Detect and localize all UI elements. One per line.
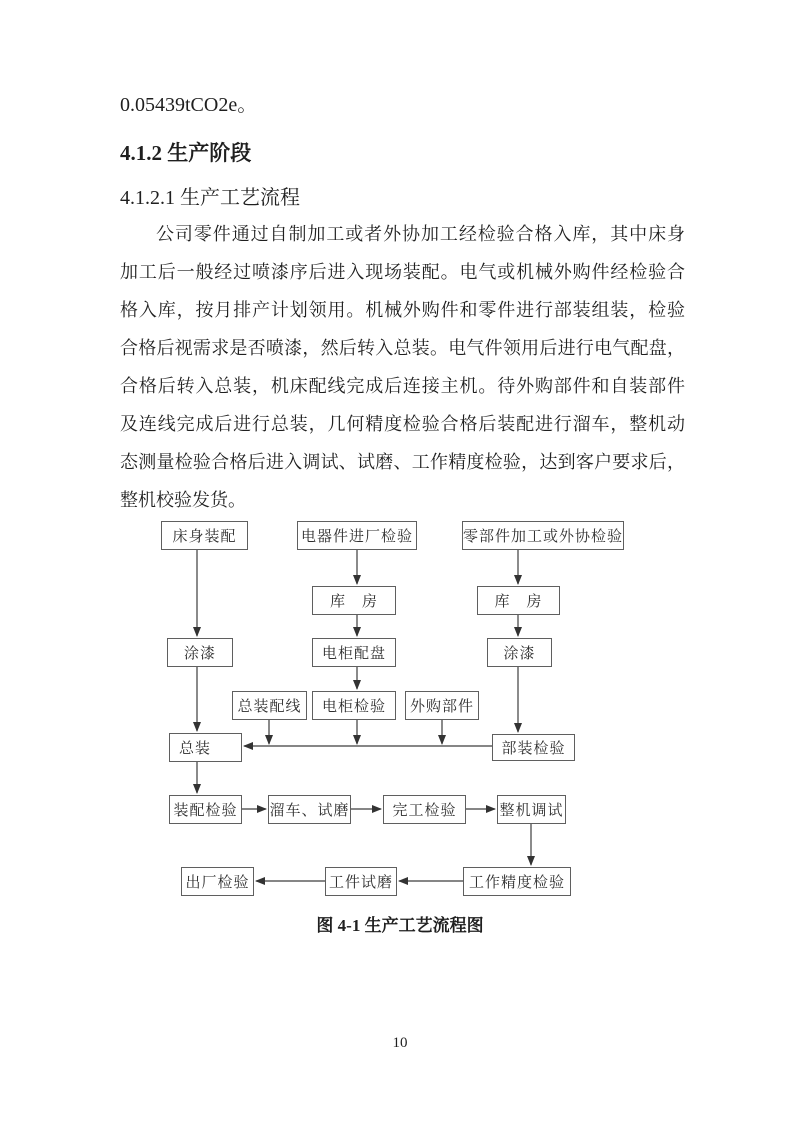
paragraph-line: 合格后转入总装，机床配线完成后连接主机。待外购部件和自装部件 [120,376,685,396]
node-painting-left: 涂漆 [167,638,233,667]
node-electrical-incoming: 电器件进厂检验 [297,521,417,550]
paragraph-line: 整机校验发货。 [120,490,246,510]
body-paragraph [120,215,685,519]
page-number: 10 [392,1035,408,1051]
node-precision-inspection: 工作精度检验 [463,867,571,896]
paragraph-line: 及连线完成后进行总装，几何精度检验合格后装配进行溜车，整机动 [120,414,685,434]
paragraph-line: 态测量检验合格后进入调试、试磨、工作精度检验，达到客户要求后， [120,452,685,472]
node-bed-assembly: 床身装配 [161,521,248,550]
node-factory-inspection: 出厂检验 [181,867,254,896]
flowchart-arrows [0,510,800,910]
node-runin-trial: 溜车、试磨 [268,795,351,824]
figure-caption: 图 4-1 生产工艺流程图 [316,916,484,935]
section-heading: 4.1.2 生产阶段 [120,141,252,165]
node-assembly-wiring: 总装配线 [232,691,307,720]
node-assembly-inspection: 装配检验 [169,795,242,824]
node-warehouse-mid: 库 房 [312,586,396,615]
paragraph-line: 公司零件通过自制加工或者外协加工经检验合格入库，其中床身 [156,224,685,244]
node-warehouse-right: 库 房 [477,586,560,615]
paragraph-line: 加工后一般经过喷漆序后进入现场装配。电气或机械外购件经检验合 [120,262,685,282]
paragraph-line: 格入库，按月排产计划领用。机械外购件和零件进行部装组装，检验 [120,300,685,320]
node-machine-debug: 整机调试 [497,795,566,824]
node-cabinet-wiring: 电柜配盘 [312,638,396,667]
process-flowchart [0,510,800,910]
node-final-assembly: 总装 [169,733,242,762]
node-parts-external: 零部件加工或外协检验 [462,521,624,550]
node-subassembly-inspection: 部装检验 [492,734,575,761]
node-workpiece-trial: 工件试磨 [325,867,397,896]
paragraph-line: 合格后视需求是否喷漆，然后转入总装。电气件领用后进行电气配盘， [120,338,685,358]
node-completion-inspection: 完工检验 [383,795,466,824]
intro-text: 0.05439tCO2e。 [120,94,258,116]
node-cabinet-inspection: 电柜检验 [312,691,396,720]
node-purchased-parts: 外购部件 [405,691,479,720]
subsection-heading: 4.1.2.1 生产工艺流程 [120,187,300,209]
node-painting-right: 涂漆 [487,638,552,667]
